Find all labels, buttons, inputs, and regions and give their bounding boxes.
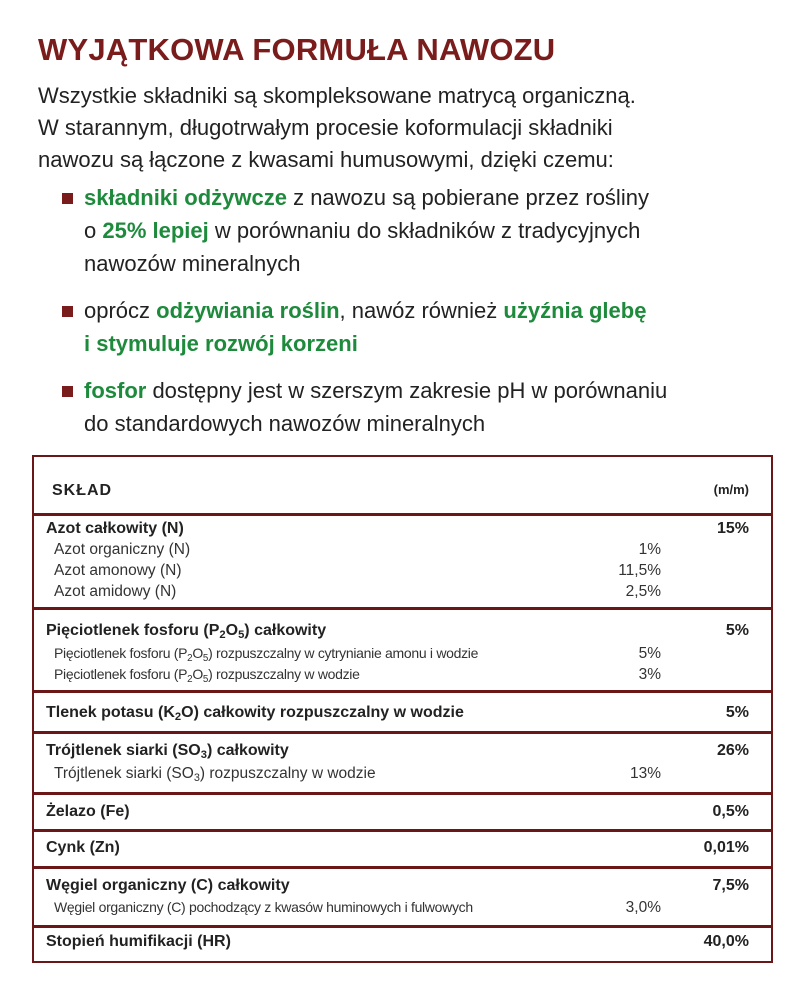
bullet-text: w porównaniu do składników z tradycyjnych <box>208 218 641 243</box>
sub-row-name: Azot amonowy (N) <box>54 562 182 579</box>
table-row-sulfur <box>34 734 771 792</box>
table-row-phosphorus <box>34 610 771 690</box>
row-name: Pięciotlenek fosforu $(P_2O_5)$ całkowity <box>46 622 327 641</box>
highlight: odżywiania roślin <box>156 298 340 323</box>
sub-row-name: Azot organiczny (N) <box>54 541 191 558</box>
square-bullet-icon <box>62 306 73 317</box>
highlight: fosfor <box>84 378 147 403</box>
table-row-nitrogen <box>34 516 771 607</box>
sub-row-name: Azot amidowy (N) <box>54 583 177 600</box>
highlight: i stymuluje rozwój korzeni <box>84 331 358 356</box>
sub-row-percent: 13% <box>629 765 661 782</box>
bullet-text: oprócz <box>84 298 157 323</box>
bullet-text: , nawóz również <box>339 298 504 323</box>
square-bullet-icon <box>62 193 73 204</box>
composition-table <box>32 455 773 963</box>
unit-label: (m/m) <box>713 482 749 497</box>
sub-row-percent: 2,5% <box>625 583 661 600</box>
row-percent: 40,0% <box>703 933 749 950</box>
row-name: Cynk (Zn) <box>46 839 120 856</box>
intro-paragraph <box>38 80 778 176</box>
row-name: Tlenek potasu $(K_2O)$ całkowity rozpuszczalny w wodzie <box>46 704 464 723</box>
table-row-humification <box>34 928 771 962</box>
sub-row-name: Węgiel organiczny (C) pochodzący z kwasów huminowych i fulwowych <box>54 899 473 915</box>
row-percent: 15% <box>716 520 749 537</box>
bullet-text: o <box>84 218 103 243</box>
table-row-potassium <box>34 693 771 731</box>
row-percent: 26% <box>716 742 749 759</box>
bullet-text: z nawozu są pobierane przez rośliny <box>286 185 649 210</box>
table-header-label: SKŁAD <box>52 482 113 499</box>
sub-row-percent: 1% <box>638 541 661 558</box>
bullet-list <box>62 181 792 454</box>
table-row-carbon <box>34 869 771 925</box>
row-name: Żelazo (Fe) <box>46 803 130 820</box>
row-name: Stopień humifikacji (HR) <box>46 933 231 950</box>
bullet-item-phosphorus <box>62 374 792 440</box>
bullet-text: dostępny jest w szerszym zakresie pH w porównaniu <box>146 378 668 403</box>
sub-row-percent: 3,0% <box>625 899 661 916</box>
bullet-text: do standardowych nawozów mineralnych <box>84 411 486 436</box>
intro-line: nawozu są łączone z kwasami humusowymi, dzięki czemu: <box>38 147 614 172</box>
row-percent: 0,5% <box>712 803 749 820</box>
table-row-iron <box>34 795 771 829</box>
sub-row-percent: 5% <box>638 645 661 662</box>
sub-row-name: Pięciotlenek fosforu $(P_2O_5)$ rozpuszczalny w wodzie <box>54 666 360 685</box>
highlight: użyźnia glebę <box>503 298 647 323</box>
table-header <box>34 457 771 513</box>
intro-line: W starannym, długotrwałym procesie koformulacji składniki <box>38 115 613 140</box>
row-name: Trójtlenek siarki $(SO_3)$ całkowity <box>46 742 289 761</box>
table-row-zinc <box>34 832 771 866</box>
bullet-item-nutrients <box>62 181 792 280</box>
bullet-text: nawozów mineralnych <box>84 251 301 276</box>
bullet-item-soil <box>62 294 792 360</box>
highlight: składniki odżywcze <box>84 185 287 210</box>
intro-line: Wszystkie składniki są skompleksowane matrycą organiczną. <box>38 83 636 108</box>
sub-row-name: Trójtlenek siarki $(SO_3)$ rozpuszczalny w wodzie <box>54 765 376 784</box>
row-percent: 5% <box>725 622 749 639</box>
page-title: WYJĄTKOWA FORMUŁA NAWOZU <box>38 32 556 67</box>
row-percent: 0,01% <box>703 839 749 856</box>
sub-row-percent: 11,5% <box>618 562 661 579</box>
row-name: Węgiel organiczny (C) całkowity <box>46 877 290 894</box>
sub-row-percent: 3% <box>638 666 661 683</box>
highlight: 25% lepiej <box>102 218 209 243</box>
row-percent: 7,5% <box>712 877 749 894</box>
row-percent: 5% <box>725 704 749 721</box>
row-name: Azot całkowity (N) <box>46 520 184 537</box>
square-bullet-icon <box>62 386 73 397</box>
sub-row-name: Pięciotlenek fosforu $(P_2O_5)$ rozpuszczalny w cytrynianie amonu i wodzie <box>54 645 479 664</box>
